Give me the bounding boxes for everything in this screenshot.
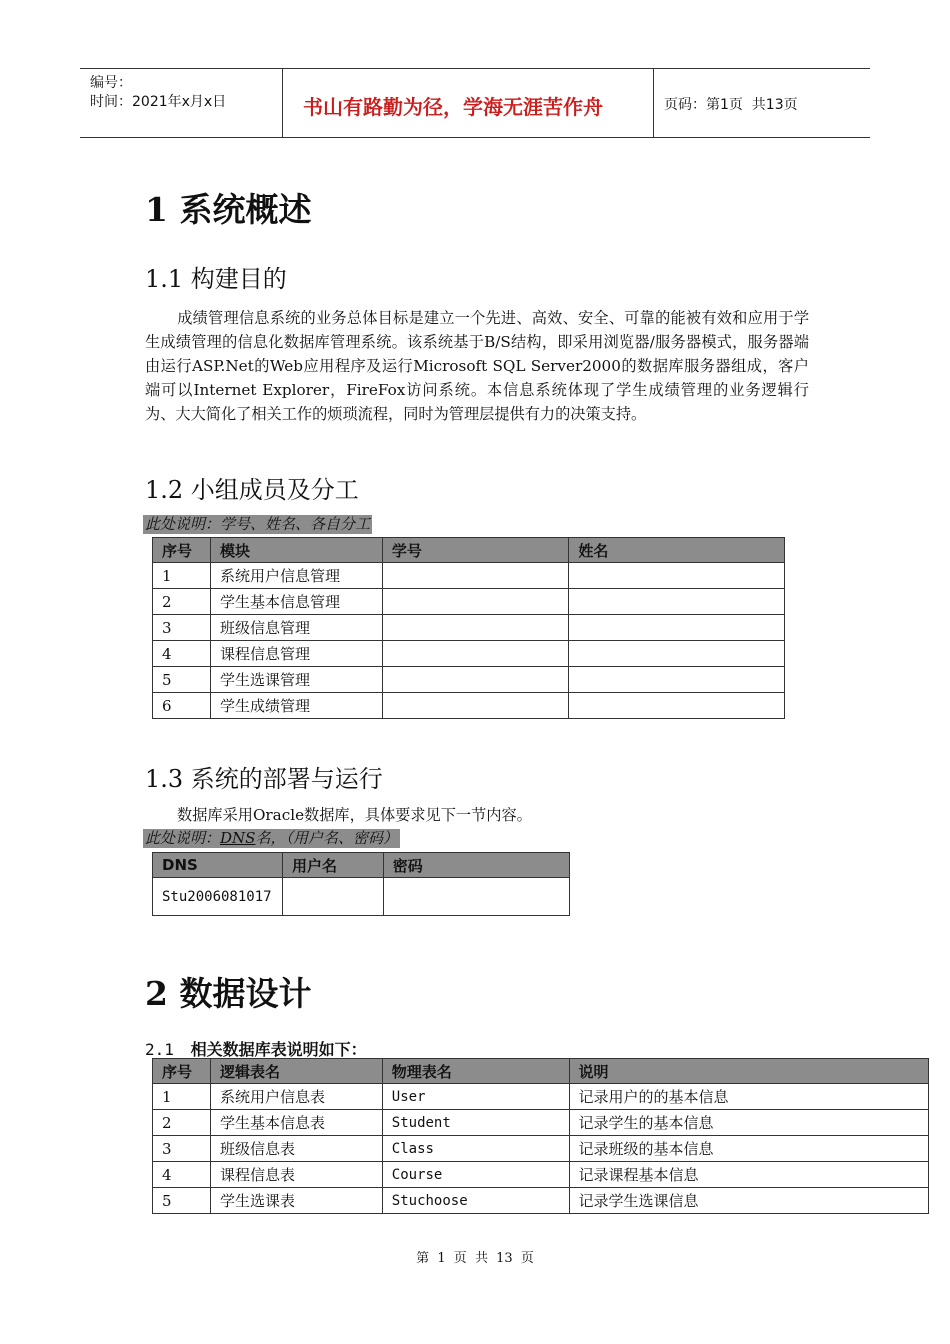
col-header: 序号	[153, 538, 211, 563]
col-header: 物理表名	[382, 1059, 569, 1084]
footer-suffix: 页	[520, 1251, 534, 1266]
table-row	[153, 1162, 929, 1188]
cell-description: 记录用户的的基本信息	[569, 1084, 929, 1110]
cell-index: 2	[153, 589, 211, 615]
cell-module: 学生成绩管理	[210, 693, 382, 719]
table-row	[153, 693, 785, 719]
header-right-cell	[654, 69, 870, 137]
cell-id	[382, 641, 569, 667]
number-label: 编号：	[90, 75, 132, 91]
cell-index: 5	[153, 1188, 211, 1214]
col-header: 学号	[382, 538, 569, 563]
cell-index: 3	[153, 1136, 211, 1162]
table-row	[153, 563, 785, 589]
table-row	[153, 1084, 929, 1110]
cell-dns: Stu2006081017	[153, 878, 283, 916]
section2-1-title	[145, 1037, 367, 1060]
section2-1-text: 相关数据库表说明如下：	[190, 1040, 367, 1059]
cell-description: 记录班级的基本信息	[569, 1136, 929, 1162]
dns-table	[152, 852, 570, 916]
cell-password	[383, 878, 569, 916]
section1-1-title: 1.1 构建目的	[145, 265, 287, 293]
col-header: 序号	[153, 1059, 211, 1084]
cell-index: 1	[153, 563, 211, 589]
members-header-row	[153, 538, 785, 563]
cell-physical-name: User	[382, 1084, 569, 1110]
dns-note-dns: DNS	[220, 829, 256, 847]
time-label: 时间：2021年x月x日	[90, 94, 227, 110]
purpose-text: 成绩管理信息系统的业务总体目标是建立一个先进、高效、安全、可靠的能被有效和应用于学生成绩管理的信息化数据库管理系统。该系统基于B/S结构，即采用浏览器/服务器模式，服务器端由运行ASP.Net的Web应用程序及运行Microsoft SQL Server2000的数据库服务器组成，客户端可以Internet Explorer，FireFox访问系统。本信息系统体现了学生成绩管理的业务逻辑行为、大大简化了相关工作的烦琐流程，同时为管理层提供有力的决策支持。	[145, 309, 809, 423]
cell-name	[569, 589, 785, 615]
dns-note-suffix: 名，（用户名、密码）	[255, 829, 398, 847]
cell-username	[282, 878, 383, 916]
cell-id	[382, 563, 569, 589]
cell-module: 班级信息管理	[210, 615, 382, 641]
table-row	[153, 1188, 929, 1214]
cell-index: 3	[153, 615, 211, 641]
cell-id	[382, 615, 569, 641]
col-header: DNS	[153, 853, 283, 878]
cell-name	[569, 615, 785, 641]
section1-2-title: 1.2 小组成员及分工	[145, 476, 359, 504]
cell-physical-name: Class	[382, 1136, 569, 1162]
header-center-cell	[283, 69, 654, 137]
cell-id	[382, 589, 569, 615]
col-header: 姓名	[569, 538, 785, 563]
table-row	[153, 615, 785, 641]
purpose-paragraph	[145, 306, 809, 426]
cell-index: 2	[153, 1110, 211, 1136]
cell-module: 学生基本信息管理	[210, 589, 382, 615]
cell-physical-name: Student	[382, 1110, 569, 1136]
section1-3-title: 1.3 系统的部署与运行	[145, 765, 383, 793]
cell-logical-name: 系统用户信息表	[210, 1084, 382, 1110]
col-header: 逻辑表名	[210, 1059, 382, 1084]
cell-description: 记录学生选课信息	[569, 1188, 929, 1214]
page-header	[80, 68, 870, 138]
dns-header-row	[153, 853, 570, 878]
section2-title: 2 数据设计	[145, 974, 312, 1013]
deploy-paragraph	[145, 803, 809, 827]
cell-index: 5	[153, 667, 211, 693]
db-tables-table	[152, 1058, 929, 1214]
col-header: 密码	[383, 853, 569, 878]
cell-module: 学生选课管理	[210, 667, 382, 693]
table-row	[153, 667, 785, 693]
table-row	[153, 589, 785, 615]
cell-id	[382, 693, 569, 719]
cell-physical-name: Course	[382, 1162, 569, 1188]
section2-1-number: 2.1	[145, 1040, 174, 1059]
cell-module: 课程信息管理	[210, 641, 382, 667]
cell-module: 系统用户信息管理	[210, 563, 382, 589]
page-footer	[0, 1247, 950, 1266]
dns-note	[143, 829, 400, 848]
table-row	[153, 878, 570, 916]
db-header-row	[153, 1059, 929, 1084]
footer-mid: 页 共	[453, 1251, 488, 1266]
footer-page: 1	[437, 1251, 446, 1266]
col-header: 用户名	[282, 853, 383, 878]
cell-id	[382, 667, 569, 693]
members-table	[152, 537, 785, 719]
cell-logical-name: 课程信息表	[210, 1162, 382, 1188]
members-note: 此处说明：学号、姓名、各自分工	[145, 515, 371, 533]
cell-description: 记录学生的基本信息	[569, 1110, 929, 1136]
section1-title: 1 系统概述	[145, 190, 312, 229]
deploy-text: 数据库采用Oracle数据库，具体要求见下一节内容。	[177, 806, 532, 824]
table-row	[153, 641, 785, 667]
cell-index: 4	[153, 641, 211, 667]
table-row	[153, 1110, 929, 1136]
cell-logical-name: 学生选课表	[210, 1188, 382, 1214]
cell-name	[569, 667, 785, 693]
header-left-cell	[80, 69, 283, 137]
page-label: 页码：第1页 共13页	[664, 97, 798, 113]
cell-name	[569, 563, 785, 589]
cell-logical-name: 班级信息表	[210, 1136, 382, 1162]
table-row	[153, 1136, 929, 1162]
cell-name	[569, 693, 785, 719]
dns-note-prefix: 此处说明：	[145, 829, 221, 847]
cell-description: 记录课程基本信息	[569, 1162, 929, 1188]
col-header: 模块	[210, 538, 382, 563]
cell-index: 4	[153, 1162, 211, 1188]
footer-total: 13	[496, 1251, 513, 1266]
footer-prefix: 第	[416, 1251, 430, 1266]
cell-physical-name: Stuchoose	[382, 1188, 569, 1214]
motto: 书山有路勤为径，学海无涯苦作舟	[303, 95, 603, 119]
cell-index: 6	[153, 693, 211, 719]
col-header: 说明	[569, 1059, 929, 1084]
cell-name	[569, 641, 785, 667]
cell-index: 1	[153, 1084, 211, 1110]
cell-logical-name: 学生基本信息表	[210, 1110, 382, 1136]
